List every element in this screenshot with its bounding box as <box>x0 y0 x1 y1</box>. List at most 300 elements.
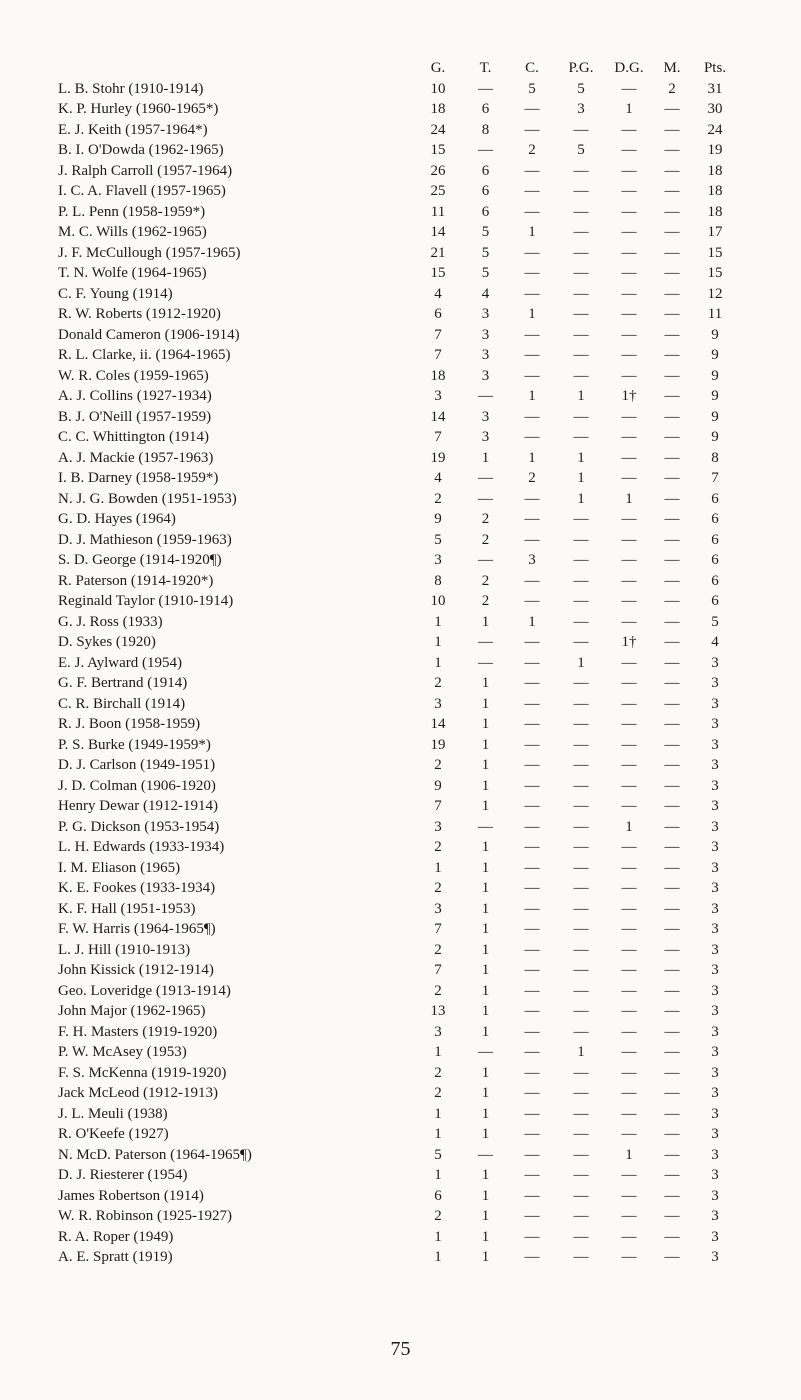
tries-cell: 1 <box>481 839 490 855</box>
player-name-cell: A. J. Mackie (1957-1963) <box>58 449 214 466</box>
player-name-cell: C. R. Birchall (1914) <box>58 695 186 712</box>
penalty-goals-cell: — <box>573 941 589 958</box>
drop-goals-cell: — <box>621 367 637 384</box>
table-row <box>58 714 738 735</box>
player-name-cell: Henry Dewar (1912-1914) <box>58 798 218 814</box>
penalty-goals-cell: — <box>573 859 589 876</box>
conversions-cell: 1 <box>528 306 536 322</box>
player-name-cell: P. L. Penn (1958-1959*) <box>58 203 206 220</box>
player-name-cell: F. H. Masters (1919-1920) <box>58 1023 218 1040</box>
drop-goals-cell: — <box>621 449 637 466</box>
conversions-cell: — <box>524 941 540 958</box>
drop-goals-cell: — <box>621 962 637 978</box>
table-row <box>58 1145 738 1166</box>
conversions-cell: — <box>524 695 540 712</box>
tries-cell: 1 <box>481 900 490 917</box>
penalty-goals-cell: 1 <box>577 449 585 466</box>
points-cell: 6 <box>711 552 719 568</box>
points-cell: 17 <box>707 224 723 240</box>
games-cell: 7 <box>434 921 442 937</box>
penalty-goals-cell: — <box>573 1249 589 1265</box>
tries-cell: 4 <box>481 285 490 302</box>
penalty-goals-cell: — <box>573 1228 589 1245</box>
games-cell: 19 <box>430 449 446 466</box>
penalty-goals-cell: — <box>573 1187 589 1204</box>
games-cell: 1 <box>434 1249 442 1265</box>
tries-cell: 3 <box>481 408 490 425</box>
table-row <box>58 161 738 182</box>
player-name-cell: Geo. Loveridge (1913-1914) <box>58 982 231 999</box>
drop-goals-cell: — <box>621 798 637 814</box>
player-name-cell: N. J. G. Bowden (1951-1953) <box>58 490 237 507</box>
penalty-goals-cell: — <box>573 593 589 609</box>
table-body <box>58 79 738 1268</box>
marks-cell: — <box>664 121 680 138</box>
table-row <box>58 960 738 981</box>
table-row <box>58 632 738 653</box>
table-row <box>58 1042 738 1063</box>
player-name-cell: John Kissick (1912-1914) <box>58 962 214 978</box>
penalty-goals-cell: — <box>573 552 589 568</box>
penalty-goals-cell: — <box>573 962 589 978</box>
points-cell: 7 <box>711 470 719 486</box>
marks-cell: — <box>664 183 680 199</box>
conversions-cell: — <box>524 408 540 425</box>
tries-cell: 1 <box>481 941 490 958</box>
tries-cell: 1 <box>481 1228 490 1245</box>
games-cell: 24 <box>430 121 446 138</box>
penalty-goals-cell: — <box>573 798 589 814</box>
tries-cell: 1 <box>481 798 490 814</box>
tries-cell: — <box>478 818 493 835</box>
games-cell: 9 <box>434 777 442 794</box>
conversions-cell: — <box>524 1126 540 1142</box>
points-cell: 3 <box>711 921 719 937</box>
points-cell: 15 <box>707 244 723 261</box>
marks-cell: — <box>664 593 680 609</box>
player-name-cell: G. J. Ross (1933) <box>58 613 163 630</box>
conversions-cell: 1 <box>528 449 536 466</box>
games-cell: 3 <box>434 552 442 568</box>
drop-goals-cell: 1† <box>621 388 637 404</box>
penalty-goals-cell: — <box>573 1023 589 1040</box>
games-cell: 2 <box>434 982 442 999</box>
marks-cell: — <box>664 839 680 855</box>
points-cell: 9 <box>711 429 719 445</box>
games-cell: 1 <box>434 613 442 630</box>
drop-goals-cell: — <box>621 982 637 999</box>
table-row <box>58 1083 738 1104</box>
marks-cell: — <box>664 757 680 773</box>
points-cell: 3 <box>711 757 719 773</box>
penalty-goals-cell: — <box>573 613 589 630</box>
conversions-cell: — <box>524 859 540 876</box>
points-cell: 3 <box>711 1228 719 1245</box>
player-name-cell: R. J. Boon (1958-1959) <box>58 716 201 732</box>
games-cell: 15 <box>430 265 446 281</box>
marks-cell: — <box>664 449 680 466</box>
drop-goals-cell: — <box>621 183 637 199</box>
player-name-cell: J. Ralph Carroll (1957-1964) <box>58 162 233 179</box>
points-cell: 8 <box>711 449 719 466</box>
marks-cell: — <box>664 429 680 445</box>
conversions-cell: — <box>524 531 540 548</box>
drop-goals-cell: — <box>621 675 637 691</box>
penalty-goals-cell: — <box>573 511 589 527</box>
tries-cell: 3 <box>481 306 490 322</box>
games-cell: 2 <box>434 490 442 507</box>
table-row <box>58 304 738 325</box>
games-cell: 6 <box>434 1187 442 1204</box>
table-row <box>58 407 738 428</box>
marks-cell: — <box>664 306 680 322</box>
table-row <box>58 448 738 469</box>
marks-cell: — <box>664 1085 680 1101</box>
conversions-cell: — <box>524 1044 540 1060</box>
table-row <box>58 468 738 489</box>
drop-goals-cell: 1 <box>625 1146 633 1163</box>
games-cell: 1 <box>434 634 442 650</box>
drop-goals-cell: 1 <box>625 101 633 117</box>
marks-cell: — <box>664 798 680 814</box>
conversions-cell: 2 <box>528 470 536 486</box>
drop-goals-cell: — <box>621 941 637 958</box>
points-cell: 3 <box>711 839 719 855</box>
games-cell: 2 <box>434 1208 442 1224</box>
tries-cell: — <box>478 1044 493 1060</box>
marks-cell: — <box>664 982 680 999</box>
games-cell: 10 <box>430 593 446 609</box>
tries-cell: — <box>478 552 493 568</box>
conversions-cell: — <box>524 654 540 671</box>
conversions-cell: — <box>524 880 540 896</box>
points-cell: 15 <box>707 265 723 281</box>
tries-cell: 1 <box>481 1105 490 1122</box>
table-row <box>58 1001 738 1022</box>
header-points: Pts. <box>703 60 727 76</box>
tries-cell: 1 <box>481 1126 490 1142</box>
penalty-goals-cell: — <box>573 285 589 302</box>
conversions-cell: 1 <box>528 613 536 630</box>
points-cell: 3 <box>711 1187 719 1204</box>
conversions-cell: — <box>524 183 540 199</box>
penalty-goals-cell: — <box>573 347 589 363</box>
penalty-goals-cell: — <box>573 326 589 343</box>
penalty-goals-cell: — <box>573 839 589 855</box>
drop-goals-cell: — <box>621 224 637 240</box>
drop-goals-cell: — <box>621 859 637 876</box>
penalty-goals-cell: — <box>573 162 589 179</box>
drop-goals-cell: 1 <box>625 490 633 507</box>
points-cell: 9 <box>711 408 719 425</box>
points-cell: 3 <box>711 1146 719 1163</box>
player-name-cell: T. N. Wolfe (1964-1965) <box>58 265 207 281</box>
player-name-cell: Jack McLeod (1912-1913) <box>58 1085 218 1101</box>
table-row <box>58 202 738 223</box>
tries-cell: 1 <box>481 982 490 999</box>
player-name-cell: E. J. Aylward (1954) <box>58 654 183 671</box>
player-name-cell: D. J. Riesterer (1954) <box>58 1167 188 1183</box>
drop-goals-cell: — <box>621 1167 637 1183</box>
drop-goals-cell: — <box>621 695 637 712</box>
points-cell: 6 <box>711 572 719 589</box>
drop-goals-cell: — <box>621 265 637 281</box>
table-row <box>58 796 738 817</box>
table-row <box>58 858 738 879</box>
drop-goals-cell: — <box>621 1187 637 1204</box>
table-row <box>58 571 738 592</box>
marks-cell: — <box>664 859 680 876</box>
tries-cell: 1 <box>481 716 490 732</box>
penalty-goals-cell: 1 <box>577 1044 585 1060</box>
conversions-cell: — <box>524 326 540 343</box>
tries-cell: 2 <box>481 593 490 609</box>
tries-cell: 1 <box>481 1023 490 1040</box>
marks-cell: — <box>664 818 680 835</box>
table-row <box>58 940 738 961</box>
table-row <box>58 489 738 510</box>
points-cell: 3 <box>711 1023 719 1040</box>
table-row <box>58 140 738 161</box>
games-cell: 26 <box>430 162 446 179</box>
conversions-cell: — <box>524 1208 540 1224</box>
marks-cell: — <box>664 777 680 794</box>
player-name-cell: C. C. Whittington (1914) <box>58 429 209 445</box>
player-name-cell: Donald Cameron (1906-1914) <box>58 326 240 343</box>
marks-cell: — <box>664 962 680 978</box>
table-row <box>58 509 738 530</box>
tries-cell: 3 <box>481 326 490 343</box>
conversions-cell: — <box>524 1064 540 1081</box>
header-name <box>58 58 413 79</box>
table-row <box>58 919 738 940</box>
penalty-goals-cell: — <box>573 183 589 199</box>
header-marks: M. <box>663 60 681 76</box>
conversions-cell: — <box>524 921 540 937</box>
marks-cell: — <box>664 552 680 568</box>
table-row <box>58 837 738 858</box>
drop-goals-cell: — <box>621 162 637 179</box>
tries-cell: 1 <box>481 695 490 712</box>
player-name-cell: R. L. Clarke, ii. (1964-1965) <box>58 347 231 363</box>
drop-goals-cell: — <box>621 1249 637 1265</box>
points-cell: 6 <box>711 490 719 507</box>
marks-cell: — <box>664 367 680 384</box>
tries-cell: 5 <box>481 244 490 261</box>
games-cell: 7 <box>434 429 442 445</box>
table-row <box>58 612 738 633</box>
player-name-cell: R. Paterson (1914-1920*) <box>58 572 214 589</box>
player-name-cell: A. E. Spratt (1919) <box>58 1249 173 1265</box>
points-cell: 9 <box>711 367 719 384</box>
player-name-cell: James Robertson (1914) <box>58 1187 204 1204</box>
points-cell: 3 <box>711 859 719 876</box>
penalty-goals-cell: — <box>573 675 589 691</box>
tries-cell: — <box>478 1146 493 1163</box>
penalty-goals-cell: 1 <box>577 490 585 507</box>
marks-cell: — <box>664 470 680 486</box>
table-row <box>58 1247 738 1268</box>
drop-goals-cell: — <box>621 654 637 671</box>
tries-cell: 2 <box>481 531 490 548</box>
drop-goals-cell: — <box>621 736 637 753</box>
conversions-cell: 1 <box>528 388 536 404</box>
points-cell: 6 <box>711 531 719 548</box>
games-cell: 1 <box>434 1126 442 1142</box>
penalty-goals-cell: 1 <box>577 388 585 404</box>
penalty-goals-cell: — <box>573 1064 589 1081</box>
marks-cell: — <box>664 142 680 158</box>
penalty-goals-cell: — <box>573 1105 589 1122</box>
table-row <box>58 878 738 899</box>
marks-cell: — <box>664 654 680 671</box>
player-name-cell: L. B. Stohr (1910-1914) <box>58 80 204 97</box>
drop-goals-cell: — <box>621 531 637 548</box>
drop-goals-cell: — <box>621 347 637 363</box>
points-cell: 3 <box>711 1105 719 1122</box>
conversions-cell: 2 <box>528 142 536 158</box>
table-row <box>58 345 738 366</box>
conversions-cell: 1 <box>528 224 536 240</box>
points-cell: 30 <box>707 101 723 117</box>
player-name-cell: J. D. Colman (1906-1920) <box>58 777 216 794</box>
penalty-goals-cell: 1 <box>577 654 585 671</box>
drop-goals-cell: — <box>621 880 637 896</box>
games-cell: 7 <box>434 326 442 343</box>
player-name-cell: J. F. McCullough (1957-1965) <box>58 244 241 261</box>
points-cell: 24 <box>707 121 723 138</box>
player-name-cell: I. B. Darney (1958-1959*) <box>58 470 219 486</box>
conversions-cell: — <box>524 1023 540 1040</box>
penalty-goals-cell: — <box>573 634 589 650</box>
marks-cell: — <box>664 101 680 117</box>
conversions-cell: — <box>524 203 540 220</box>
penalty-goals-cell: 5 <box>577 80 585 97</box>
games-cell: 7 <box>434 798 442 814</box>
games-cell: 10 <box>430 80 446 97</box>
conversions-cell: — <box>524 798 540 814</box>
marks-cell: — <box>664 880 680 896</box>
player-name-cell: John Major (1962-1965) <box>58 1003 206 1019</box>
conversions-cell: — <box>524 347 540 363</box>
conversions-cell: — <box>524 429 540 445</box>
tries-cell: 1 <box>481 1249 490 1265</box>
player-name-cell: M. C. Wills (1962-1965) <box>58 224 207 240</box>
penalty-goals-cell: — <box>573 1085 589 1101</box>
games-cell: 7 <box>434 962 442 978</box>
page-number: 75 <box>390 1338 411 1360</box>
drop-goals-cell: — <box>621 552 637 568</box>
player-name-cell: P. S. Burke (1949-1959*) <box>58 736 211 753</box>
points-cell: 3 <box>711 695 719 712</box>
penalty-goals-cell: — <box>573 921 589 937</box>
penalty-goals-cell: — <box>573 716 589 732</box>
marks-cell: — <box>664 1105 680 1122</box>
games-cell: 21 <box>430 244 446 261</box>
penalty-goals-cell: — <box>573 265 589 281</box>
marks-cell: — <box>664 1126 680 1142</box>
tries-cell: 1 <box>481 1003 490 1019</box>
marks-cell: — <box>664 941 680 958</box>
player-name-cell: E. J. Keith (1957-1964*) <box>58 121 208 138</box>
tries-cell: — <box>478 80 493 97</box>
conversions-cell: — <box>524 1228 540 1245</box>
conversions-cell: — <box>524 1146 540 1163</box>
points-cell: 3 <box>711 1249 719 1265</box>
drop-goals-cell: — <box>621 306 637 322</box>
marks-cell: — <box>664 921 680 937</box>
drop-goals-cell: — <box>621 1023 637 1040</box>
table-row <box>58 673 738 694</box>
games-cell: 2 <box>434 675 442 691</box>
conversions-cell: — <box>524 839 540 855</box>
penalty-goals-cell: — <box>573 244 589 261</box>
drop-goals-cell: — <box>621 1105 637 1122</box>
player-name-cell: J. L. Meuli (1938) <box>58 1105 168 1122</box>
games-cell: 5 <box>434 1146 442 1163</box>
player-name-cell: Reginald Taylor (1910-1914) <box>58 593 234 609</box>
tries-cell: 3 <box>481 367 490 384</box>
table-row <box>58 817 738 838</box>
penalty-goals-cell: — <box>573 306 589 322</box>
table-row <box>58 755 738 776</box>
points-cell: 3 <box>711 962 719 978</box>
player-name-cell: N. McD. Paterson (1964-1965¶) <box>58 1146 252 1163</box>
games-cell: 3 <box>434 695 442 712</box>
drop-goals-cell: — <box>621 613 637 630</box>
conversions-cell: — <box>524 1105 540 1122</box>
conversions-cell: — <box>524 1003 540 1019</box>
points-cell: 18 <box>707 203 723 220</box>
games-cell: 4 <box>434 285 442 302</box>
games-cell: 2 <box>434 839 442 855</box>
table-row <box>58 1063 738 1084</box>
games-cell: 14 <box>430 224 446 240</box>
penalty-goals-cell: — <box>573 1126 589 1142</box>
marks-cell: — <box>664 1064 680 1081</box>
conversions-cell: — <box>524 1187 540 1204</box>
header-drop-goals: D.G. <box>614 60 644 76</box>
player-name-cell: L. H. Edwards (1933-1934) <box>58 839 225 855</box>
conversions-cell: — <box>524 121 540 138</box>
penalty-goals-cell: — <box>573 572 589 589</box>
marks-cell: — <box>664 265 680 281</box>
penalty-goals-cell: — <box>573 818 589 835</box>
table-row <box>58 284 738 305</box>
player-name-cell: C. F. Young (1914) <box>58 285 173 302</box>
player-name-cell: R. W. Roberts (1912-1920) <box>58 306 221 322</box>
tries-cell: — <box>478 470 493 486</box>
points-cell: 3 <box>711 1208 719 1224</box>
conversions-cell: — <box>524 675 540 691</box>
games-cell: 3 <box>434 818 442 835</box>
marks-cell: — <box>664 900 680 917</box>
drop-goals-cell: — <box>621 142 637 158</box>
points-cell: 9 <box>711 326 719 343</box>
table-row <box>58 222 738 243</box>
conversions-cell: — <box>524 511 540 527</box>
games-cell: 1 <box>434 1228 442 1245</box>
drop-goals-cell: — <box>621 121 637 138</box>
points-cell: 3 <box>711 798 719 814</box>
conversions-cell: — <box>524 101 540 117</box>
points-cell: 3 <box>711 716 719 732</box>
player-name-cell: P. W. McAsey (1953) <box>58 1044 187 1060</box>
drop-goals-cell: — <box>621 1003 637 1019</box>
games-cell: 18 <box>430 367 446 384</box>
points-cell: 3 <box>711 982 719 999</box>
penalty-goals-cell: 1 <box>577 470 585 486</box>
